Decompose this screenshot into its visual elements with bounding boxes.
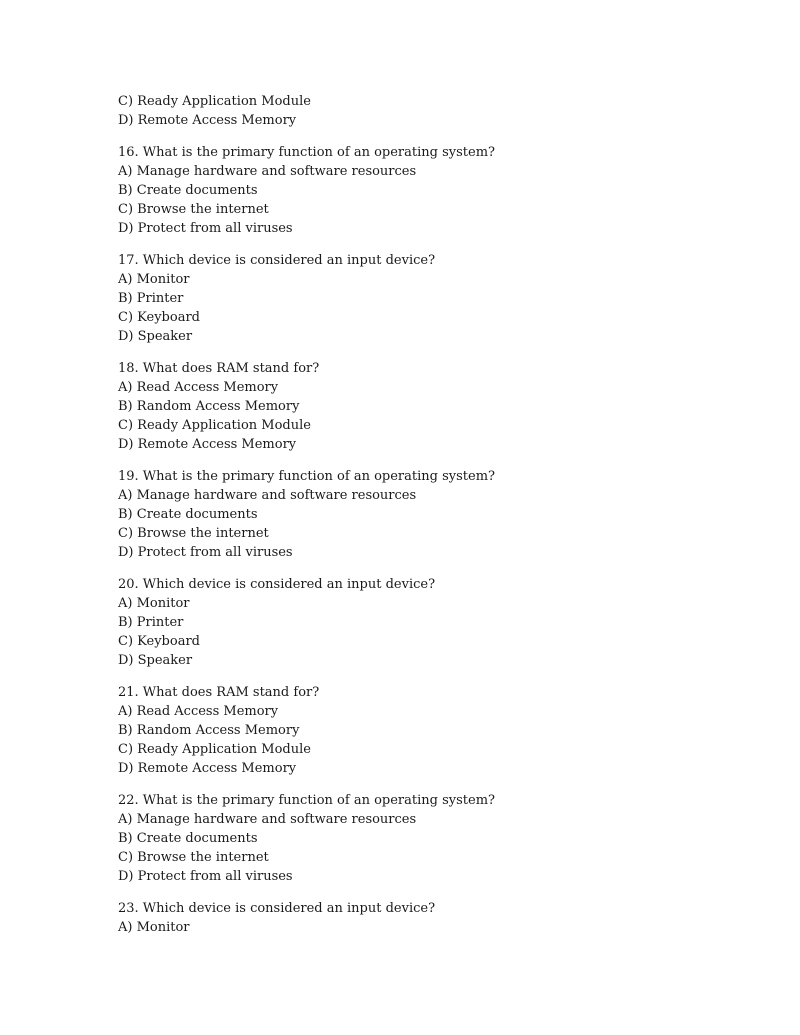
option-line: C) Browse the internet bbox=[118, 202, 269, 217]
question-block bbox=[118, 575, 758, 670]
question-text: 16. What is the primary function of an operating system? bbox=[118, 145, 495, 160]
question-block bbox=[118, 251, 758, 346]
question-block bbox=[118, 683, 758, 778]
option-line: C) Ready Application Module bbox=[118, 94, 311, 109]
option-line: B) Create documents bbox=[118, 831, 258, 846]
question-text: 23. Which device is considered an input device? bbox=[118, 901, 436, 916]
question-block bbox=[118, 791, 758, 886]
option-line: D) Protect from all viruses bbox=[118, 221, 293, 236]
question-text: 18. What does RAM stand for? bbox=[118, 361, 320, 376]
question-text: 20. Which device is considered an input device? bbox=[118, 577, 436, 592]
option-line: C) Ready Application Module bbox=[118, 742, 311, 757]
continued-options bbox=[118, 92, 758, 130]
option-line: D) Remote Access Memory bbox=[118, 437, 297, 452]
option-line: B) Printer bbox=[118, 291, 184, 306]
option-line: B) Random Access Memory bbox=[118, 723, 300, 738]
option-line: C) Browse the internet bbox=[118, 526, 269, 541]
option-line: A) Monitor bbox=[118, 272, 190, 287]
question-block bbox=[118, 359, 758, 454]
option-line: D) Protect from all viruses bbox=[118, 869, 293, 884]
question-block bbox=[118, 143, 758, 238]
question-block bbox=[118, 899, 758, 937]
option-line: B) Create documents bbox=[118, 183, 258, 198]
option-line: B) Create documents bbox=[118, 507, 258, 522]
option-line: D) Speaker bbox=[118, 653, 193, 668]
option-line: C) Ready Application Module bbox=[118, 418, 311, 433]
question-text: 22. What is the primary function of an operating system? bbox=[118, 793, 495, 808]
option-line: A) Monitor bbox=[118, 596, 190, 611]
document-page bbox=[118, 92, 758, 937]
option-line: B) Printer bbox=[118, 615, 184, 630]
option-line: C) Keyboard bbox=[118, 634, 200, 649]
option-line: A) Manage hardware and software resources bbox=[118, 164, 417, 179]
option-line: A) Manage hardware and software resources bbox=[118, 812, 417, 827]
option-line: A) Read Access Memory bbox=[118, 704, 279, 719]
option-line: C) Keyboard bbox=[118, 310, 200, 325]
option-line: A) Manage hardware and software resources bbox=[118, 488, 417, 503]
option-line: A) Monitor bbox=[118, 920, 190, 935]
question-text: 17. Which device is considered an input device? bbox=[118, 253, 436, 268]
option-line: D) Speaker bbox=[118, 329, 193, 344]
question-text: 19. What is the primary function of an operating system? bbox=[118, 469, 495, 484]
option-line: B) Random Access Memory bbox=[118, 399, 300, 414]
option-line: D) Remote Access Memory bbox=[118, 761, 297, 776]
option-line: D) Protect from all viruses bbox=[118, 545, 293, 560]
question-text: 21. What does RAM stand for? bbox=[118, 685, 320, 700]
option-line: A) Read Access Memory bbox=[118, 380, 279, 395]
option-line: C) Browse the internet bbox=[118, 850, 269, 865]
question-block bbox=[118, 467, 758, 562]
option-line: D) Remote Access Memory bbox=[118, 113, 297, 128]
